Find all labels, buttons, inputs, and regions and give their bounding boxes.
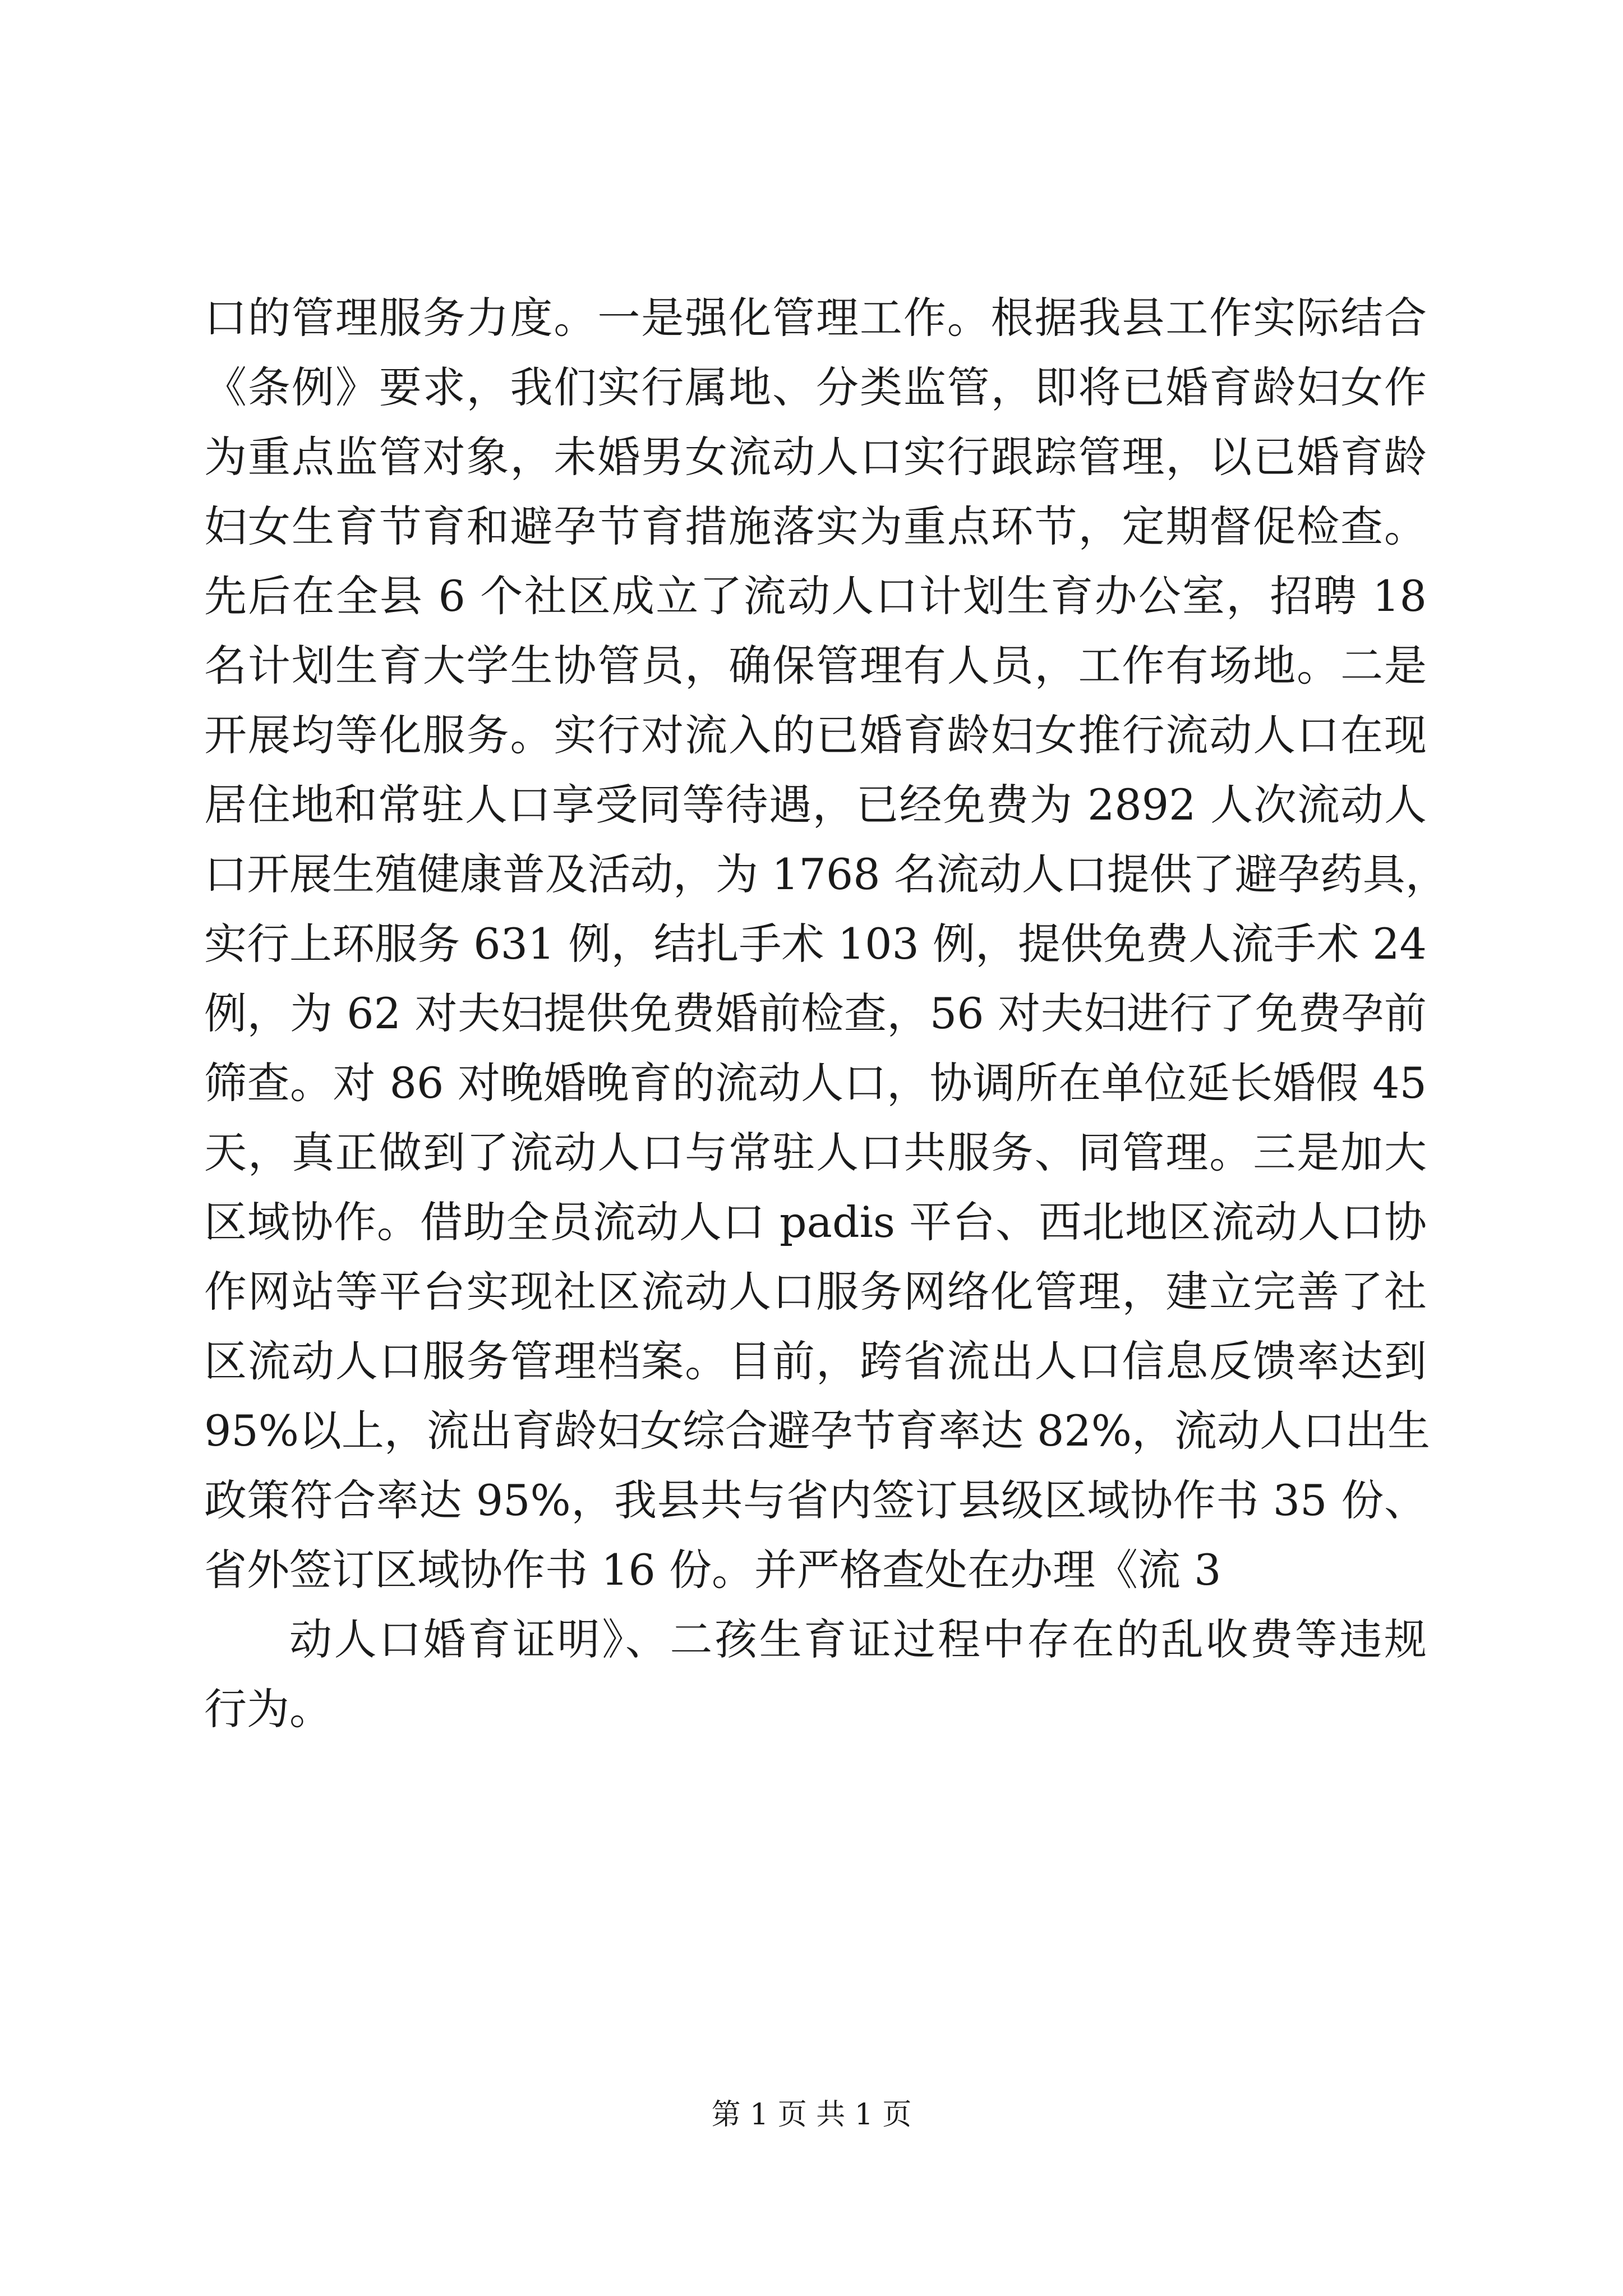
text-line: 筛查。对 86 对晚婚晚育的流动人口，协调所在单位延长婚假 45 bbox=[204, 1058, 1427, 1108]
text-line: 妇女生育节育和避孕节育措施落实为重点环节，定期督促检查。 bbox=[204, 501, 1427, 551]
text-line: 先后在全县 6 个社区成立了流动人口计划生育办公室，招聘 18 bbox=[204, 571, 1427, 621]
text-line: 动人口婚育证明》、二孩生育证过程中存在的乱收费等违规 bbox=[289, 1614, 1427, 1664]
text-line: 为重点监管对象，未婚男女流动人口实行跟踪管理，以已婚育龄 bbox=[204, 432, 1427, 482]
page-footer: 第 1 页 共 1 页 bbox=[711, 2098, 912, 2132]
text-line: 实行上环服务 631 例，结扎手术 103 例，提供免费人流手术 24 bbox=[204, 919, 1427, 969]
text-line: 《条例》要求，我们实行属地、分类监管，即将已婚育龄妇女作 bbox=[204, 362, 1427, 412]
text-line: 区域协作。借助全员流动人口 padis 平台、西北地区流动人口协 bbox=[204, 1197, 1427, 1247]
text-line: 名计划生育大学生协管员，确保管理有人员，工作有场地。二是 bbox=[204, 641, 1427, 691]
text-line: 例，为 62 对夫妇提供免费婚前检查，56 对夫妇进行了免费孕前 bbox=[204, 988, 1427, 1038]
text-line: 作网站等平台实现社区流动人口服务网络化管理，建立完善了社 bbox=[204, 1267, 1427, 1317]
text-line: 天，真正做到了流动人口与常驻人口共服务、同管理。三是加大 bbox=[204, 1128, 1427, 1177]
text-line: 省外签订区域协作书 16 份。并严格查处在办理《流 3 bbox=[204, 1545, 1221, 1595]
text-line: 95%以上，流出育龄妇女综合避孕节育率达 82%，流动人口出生 bbox=[204, 1406, 1431, 1456]
text-line: 居住地和常驻人口享受同等待遇，已经免费为 2892 人次流动人 bbox=[204, 780, 1427, 830]
body-text bbox=[204, 283, 1448, 1744]
text-line: 行为。 bbox=[204, 1684, 332, 1734]
text-line: 区流动人口服务管理档案。目前，跨省流出人口信息反馈率达到 bbox=[204, 1336, 1427, 1386]
text-line: 开展均等化服务。实行对流入的已婚育龄妇女推行流动人口在现 bbox=[204, 710, 1427, 760]
text-line: 口开展生殖健康普及活动，为 1768 名流动人口提供了避孕药具， bbox=[204, 849, 1448, 899]
text-line: 政策符合率达 95%，我县共与省内签订县级区域协作书 35 份、 bbox=[204, 1475, 1427, 1525]
text-line: 口的管理服务力度。一是强化管理工作。根据我县工作实际结合 bbox=[204, 293, 1427, 343]
